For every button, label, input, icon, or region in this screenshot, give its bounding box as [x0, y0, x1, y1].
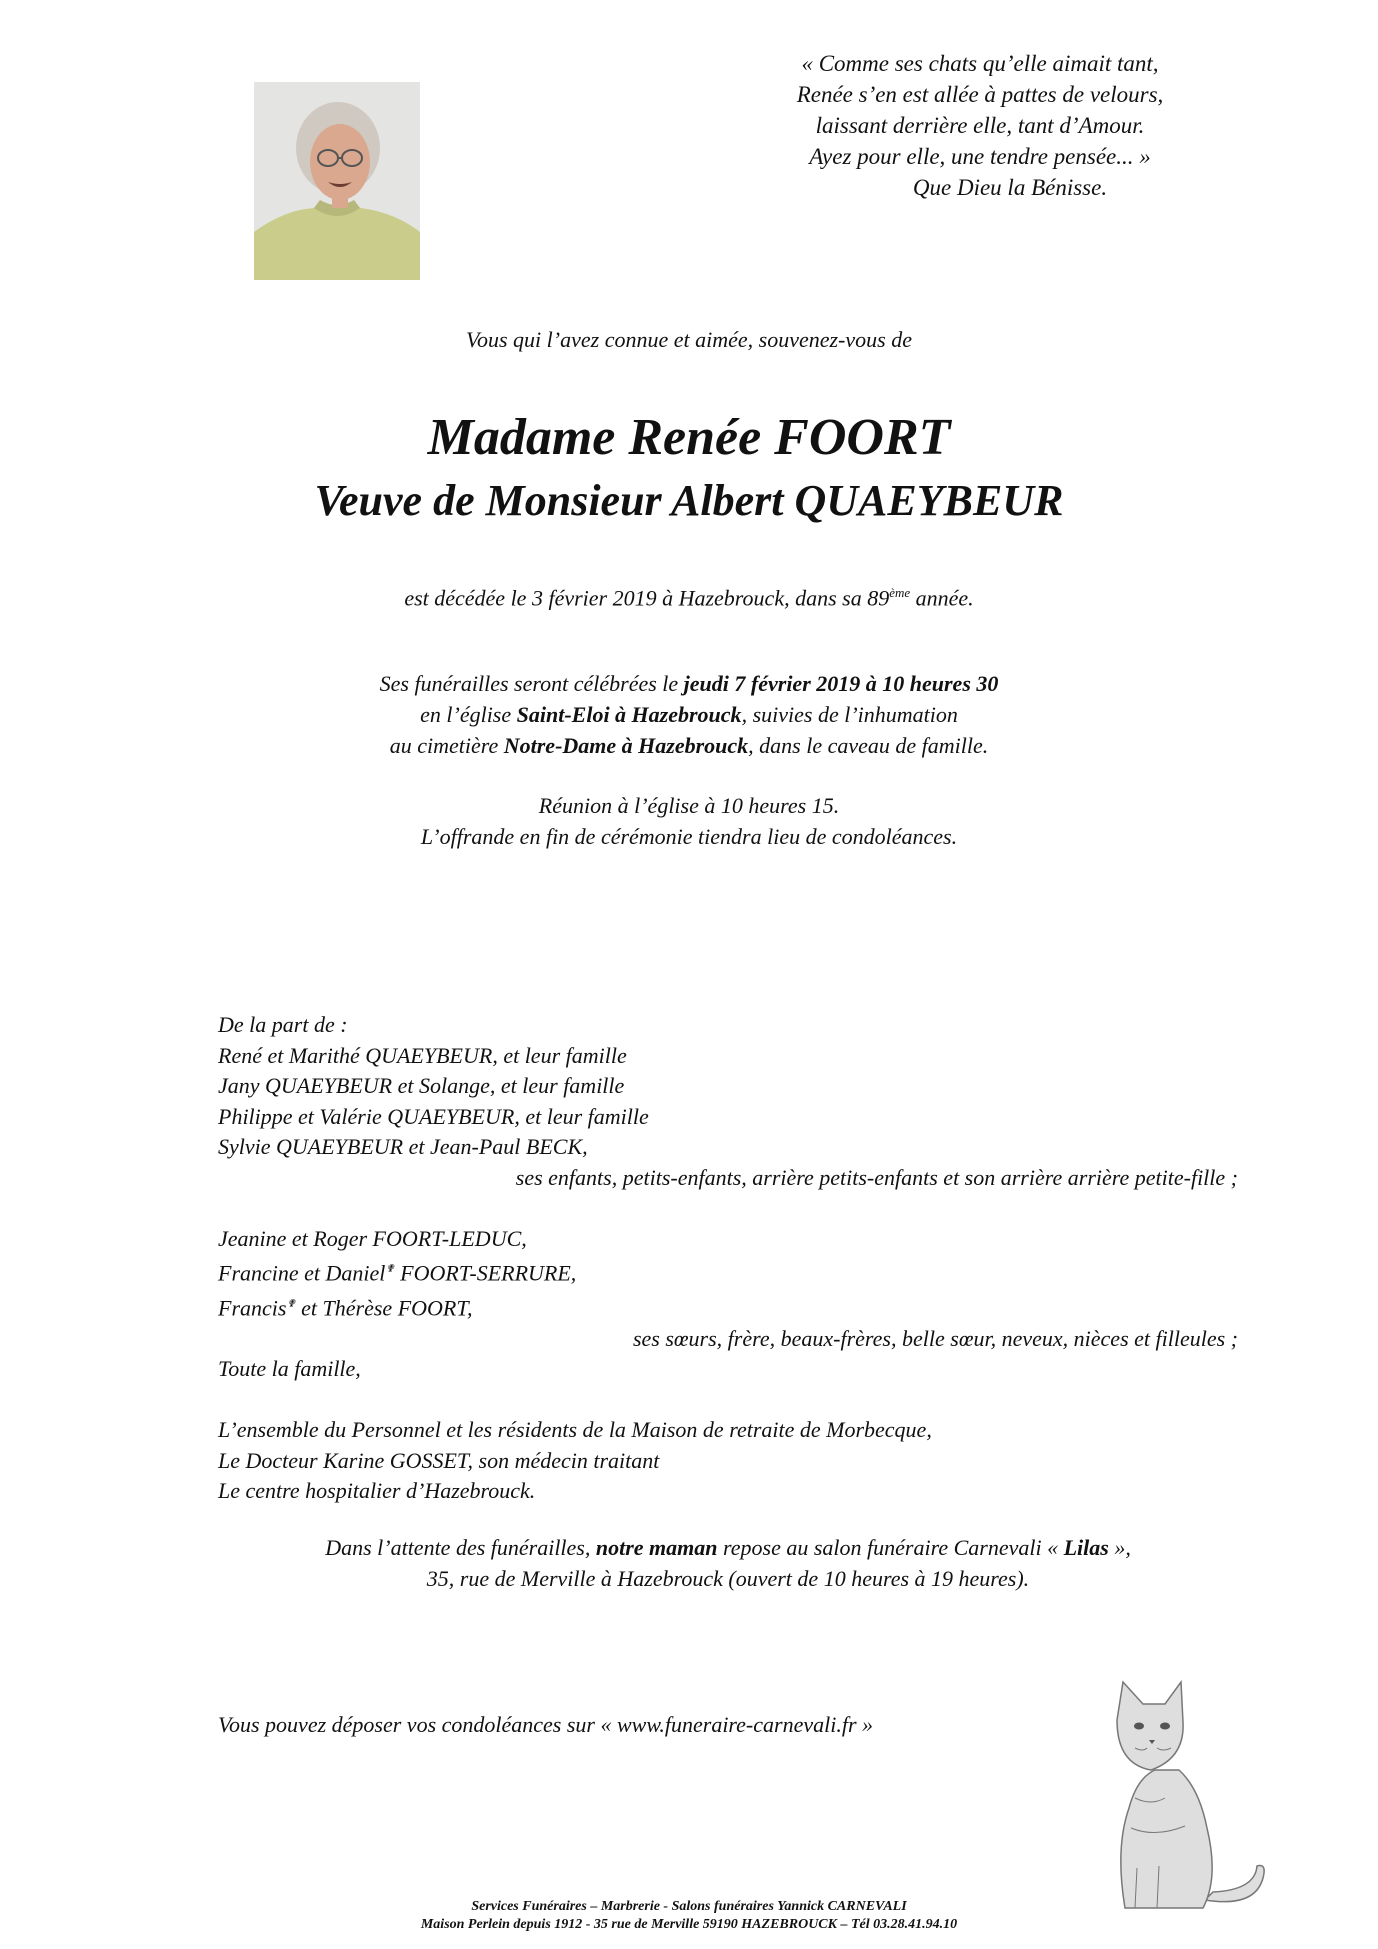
salon-room: Lilas — [1063, 1535, 1109, 1560]
poem-line: laissant derrière elle, tant d’Amour. — [815, 113, 1145, 138]
family-line: Sylvie QUAEYBEUR et Jean-Paul BECK, — [218, 1134, 588, 1159]
reunion-info — [0, 790, 1378, 852]
family-line: Toute la famille, — [218, 1356, 361, 1382]
family-line: L’ensemble du Personnel et les résidents de la Maison de retraite de Morbecque, — [218, 1417, 932, 1443]
reunion-line: Réunion à l’église à 10 heures 15. — [538, 793, 840, 818]
family-line: Jany QUAEYBEUR et Solange, et leur famille — [218, 1073, 625, 1098]
family-role: ses sœurs, frère, beaux-frères, belle sœur, neveux, nièces et filleules ; — [632, 1325, 1238, 1351]
poem-line: Ayez pour elle, une tendre pensée... » — [809, 144, 1151, 169]
family-line: FOORT-SERRURE, — [394, 1260, 577, 1286]
widow-of: Veuve de Monsieur Albert QUAEYBEUR — [314, 476, 1064, 525]
funeral-text: en l’église — [420, 702, 517, 727]
funeral-details — [0, 668, 1378, 761]
intro-text: Vous qui l’avez connue et aimée, souvenez-vous de — [466, 327, 912, 352]
family-list — [218, 1010, 1238, 1507]
poem — [700, 48, 1260, 203]
poem-line: Que Dieu la Bénisse. — [912, 175, 1108, 200]
family-role: ses enfants, petits-enfants, arrière petits-enfants et son arrière arrière petite-fille ; — [515, 1164, 1238, 1190]
family-line: Philippe et Valérie QUAEYBEUR, et leur famille — [218, 1103, 649, 1129]
family-line: Jeanine et Roger FOORT-LEDUC, — [218, 1225, 527, 1251]
salon-text: », — [1108, 1535, 1131, 1560]
funeral-text: Ses funérailles seront célébrées le — [379, 671, 684, 696]
funeral-date: jeudi 7 février 2019 à 10 heures 30 — [683, 671, 999, 696]
poem-line: « Comme ses chats qu’elle aimait tant, — [801, 51, 1159, 76]
footer — [0, 1898, 1378, 1934]
salon-address: 35, rue de Merville à Hazebrouck (ouvert de 10 heures à 19 heures). — [426, 1566, 1030, 1591]
condolences-text: Vous pouvez déposer vos condoléances sur « www.funeraire-carnevali.fr » — [218, 1712, 874, 1737]
death-notice — [0, 585, 1378, 611]
portrait-photo — [254, 82, 420, 280]
family-line: Francine et Daniel — [218, 1260, 386, 1286]
salon-text: Dans l’attente des funérailles, — [325, 1535, 596, 1560]
cross-icon: ✟ — [286, 1297, 296, 1310]
salon-text: repose au salon funéraire Carnevali « — [717, 1535, 1064, 1560]
cat-illustration — [1095, 1678, 1270, 1918]
church-name: Saint-Eloi à Hazebrouck — [516, 702, 742, 727]
footer-line: Maison Perlein depuis 1912 - 35 rue de Merville 59190 HAZEBROUCK – Tél 03.28.41.94.10 — [420, 1917, 958, 1932]
death-after: année. — [910, 585, 974, 611]
footer-line: Services Funéraires – Marbrerie - Salons funéraires Yannick CARNEVALI — [471, 1899, 907, 1914]
poem-line: Renée s’en est allée à pattes de velours, — [796, 82, 1164, 107]
salon-info — [218, 1532, 1238, 1594]
family-line: Le centre hospitalier d’Hazebrouck. — [218, 1478, 536, 1504]
death-text: est décédée le 3 février 2019 à Hazebrouck, dans sa 89 — [404, 585, 890, 611]
family-header: De la part de : — [218, 1012, 348, 1037]
salon-bold: notre maman — [595, 1535, 718, 1560]
reunion-line: L’offrande en fin de cérémonie tiendra lieu de condoléances. — [420, 824, 958, 849]
family-line: Francis — [218, 1295, 287, 1321]
death-sup: ème — [889, 585, 911, 600]
funeral-text: au cimetière — [389, 733, 504, 758]
cross-icon: ✟ — [385, 1263, 395, 1275]
family-line: Le Docteur Karine GOSSET, son médecin traitant — [218, 1447, 660, 1473]
deceased-name: Madame Renée FOORT — [427, 409, 951, 466]
funeral-text: , dans le caveau de famille. — [748, 733, 989, 758]
funeral-text: , suivies de l’inhumation — [741, 702, 958, 727]
family-line: René et Marithé QUAEYBEUR, et leur famille — [218, 1042, 627, 1068]
family-line: et Thérèse FOORT, — [295, 1295, 473, 1321]
cemetery-name: Notre-Dame à Hazebrouck — [503, 733, 749, 758]
